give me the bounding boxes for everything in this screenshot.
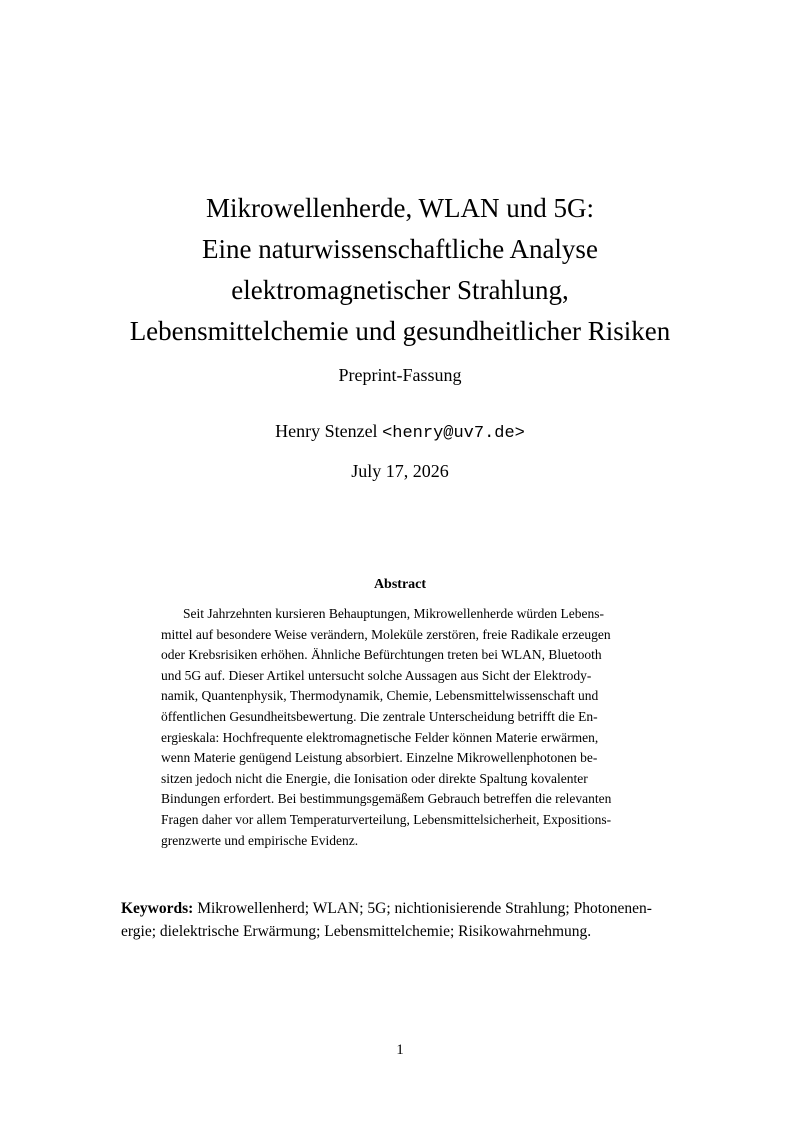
abstract-line: Bindungen erfordert. Bei bestimmungsgemäßem Gebrauch betreffen die relevanten <box>161 791 612 807</box>
title-line-2: Eine naturwissenschaftliche Analyse <box>202 234 598 264</box>
abstract-line: öffentlichen Gesundheitsbewertung. Die zentrale Unterscheidung betrifft die En- <box>161 708 598 724</box>
abstract-heading: Abstract <box>373 577 427 592</box>
abstract-line: ergieskala: Hochfrequente elektromagnetische Felder können Materie erwärmen, <box>161 729 599 745</box>
author-name: Henry Stenzel <box>275 421 378 441</box>
keywords-line-2: ergie; dielektrische Erwärmung; Lebensmittelchemie; Risikowahrnehmung. <box>121 923 592 940</box>
title-line-1: Mikrowellenherde, WLAN und 5G: <box>206 193 594 223</box>
author-email: <henry@uv7.de> <box>382 424 525 443</box>
abstract-line: wenn Materie genügend Leistung absorbiert. Einzelne Mikrowellenphotonen be- <box>161 750 598 766</box>
keywords-block <box>121 897 681 943</box>
publication-date: July 17, 2026 <box>351 461 449 481</box>
abstract-body <box>161 604 641 851</box>
abstract-line: sitzen jedoch nicht die Energie, die Ionisation oder direkte Spaltung kovalenter <box>161 770 588 786</box>
keywords-text-1: Mikrowellenherd; WLAN; 5G; nichtionisierende Strahlung; Photonenen- <box>197 900 652 917</box>
author-line <box>80 420 720 445</box>
title-line-3: elektromagnetischer Strahlung, <box>231 275 569 305</box>
abstract-line: und 5G auf. Dieser Artikel untersucht solche Aussagen aus Sicht der Elektrody- <box>161 667 592 683</box>
abstract-line: Seit Jahrzehnten kursieren Behauptungen, Mikrowellenherde würden Lebens- <box>183 606 604 621</box>
subtitle: Preprint-Fassung <box>338 365 462 385</box>
abstract-line: Fragen daher vor allem Temperaturverteilung, Lebensmittelsicherheit, Expositions- <box>161 811 612 827</box>
keywords-label: Keywords: <box>121 900 194 917</box>
title-block <box>80 188 720 386</box>
abstract-line: oder Krebsrisiken erhöhen. Ähnliche Befürchtungen treten bei WLAN, Bluetooth <box>161 647 602 663</box>
title-line-4: Lebensmittelchemie und gesundheitlicher Risiken <box>129 316 671 346</box>
abstract-line: mittel auf besondere Weise verändern, Moleküle zerstören, freie Radikale erzeugen <box>161 626 611 642</box>
keywords-line-1 <box>121 897 681 920</box>
abstract-line: grenzwerte und empirische Evidenz. <box>161 832 359 848</box>
page-number: 1 <box>396 1042 404 1058</box>
abstract-line: namik, Quantenphysik, Thermodynamik, Chemie, Lebensmittelwissenschaft und <box>161 688 599 704</box>
